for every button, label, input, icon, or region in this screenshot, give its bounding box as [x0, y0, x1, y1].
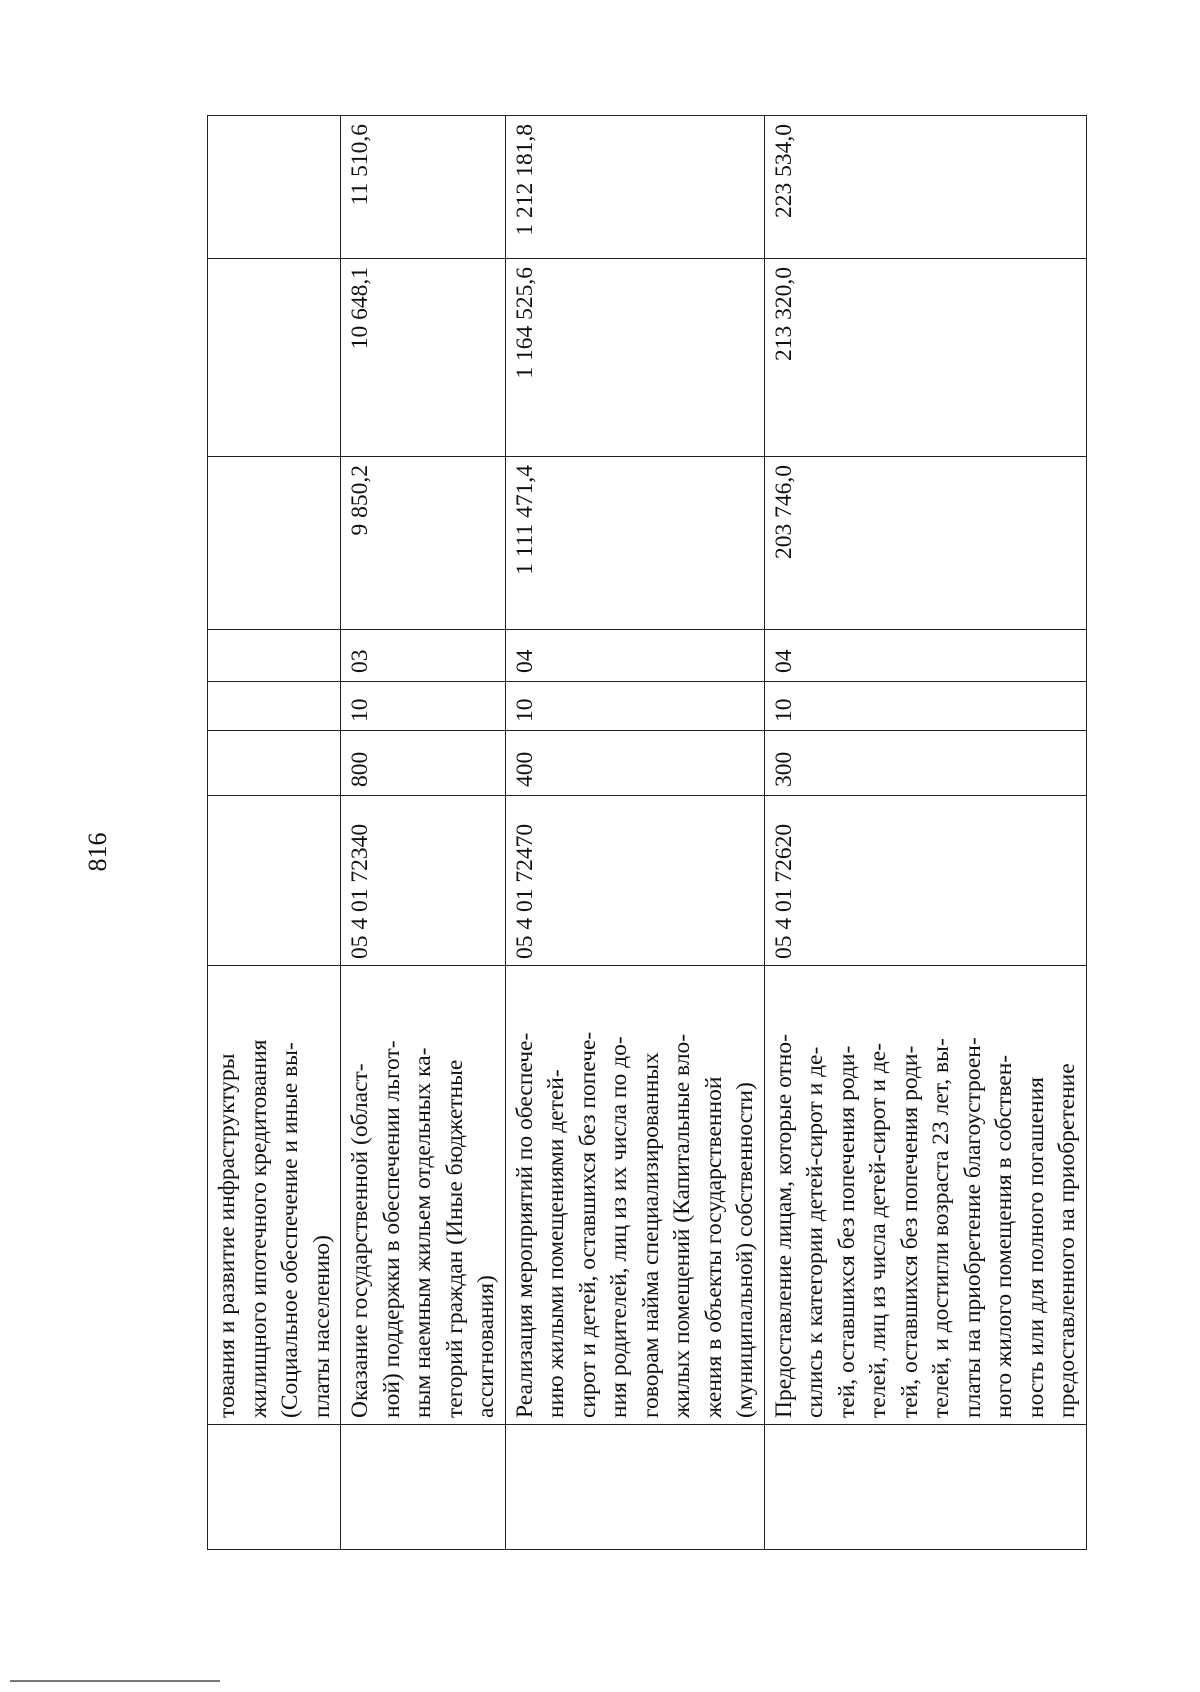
section-cell: 10: [505, 682, 764, 731]
budget-table: [207, 115, 1087, 1550]
expense-type-cell: 800: [341, 731, 506, 796]
table-row: [341, 116, 506, 1550]
target-article-cell: 05 4 01 72340: [341, 796, 506, 966]
subsection-cell: [208, 630, 341, 682]
amount-year3-cell: 1 212 181,8: [505, 116, 764, 259]
description-cell: Реализация мероприятий по обеспече- нию жилыми помещениями детей- сирот и детей, оставшихся без попече- ния родителей, лиц из их числа по до- говорам найма специализированных жилых помещений (Капитальные вло- жения в объекты государственной (муниципальной) собственности): [505, 966, 764, 1425]
table-row: [505, 116, 764, 1550]
scan-edge-line: [10, 1680, 220, 1682]
subsection-cell: 03: [341, 630, 506, 682]
amount-year2-cell: 10 648,1: [341, 259, 506, 457]
table-row: [764, 116, 1086, 1550]
subsection-cell: 04: [764, 630, 1086, 682]
description-cell: Оказание государственной (област- ной) поддержки в обеспечении льгот- ным наемным жильем отдельных ка- тегорий граждан (Иные бюджетные ассигнования): [341, 966, 506, 1425]
amount-year2-cell: 1 164 525,6: [505, 259, 764, 457]
expense-type-cell: [208, 731, 341, 796]
amount-year3-cell: 11 510,6: [341, 116, 506, 259]
row-number-cell: [505, 1425, 764, 1550]
row-number-cell: [208, 1425, 341, 1550]
amount-year3-cell: [208, 116, 341, 259]
table-row: [208, 116, 341, 1550]
rotated-budget-table-wrapper: [207, 116, 1087, 1550]
section-cell: 10: [341, 682, 506, 731]
description-cell: Предоставление лицам, которые отно- сились к категории детей-сирот и де- тей, оставшихся без попечения роди- телей, лиц из числа детей-сирот и де- тей, оставшихся без попечения роди- телей, и достигли возраста 23 лет, вы- платы на приобретение благоустроен- ного жилого помещения в собствен- ность или для полного погашения предоставленного на приобретение: [764, 966, 1086, 1425]
target-article-cell: 05 4 01 72620: [764, 796, 1086, 966]
section-cell: 10: [764, 682, 1086, 731]
amount-year3-cell: 223 534,0: [764, 116, 1086, 259]
amount-year2-cell: [208, 259, 341, 457]
amount-year2-cell: 213 320,0: [764, 259, 1086, 457]
expense-type-cell: 300: [764, 731, 1086, 796]
section-cell: [208, 682, 341, 731]
amount-year1-cell: 203 746,0: [764, 457, 1086, 630]
row-number-cell: [764, 1425, 1086, 1550]
description-cell: тования и развитие инфраструктуры жилищного ипотечного кредитования (Социальное обеспечение и иные вы- платы населению): [208, 966, 341, 1425]
target-article-cell: [208, 796, 341, 966]
amount-year1-cell: 1 111 471,4: [505, 457, 764, 630]
amount-year1-cell: 9 850,2: [341, 457, 506, 630]
amount-year1-cell: [208, 457, 341, 630]
page-number: 816: [83, 832, 112, 872]
row-number-cell: [341, 1425, 506, 1550]
subsection-cell: 04: [505, 630, 764, 682]
target-article-cell: 05 4 01 72470: [505, 796, 764, 966]
expense-type-cell: 400: [505, 731, 764, 796]
